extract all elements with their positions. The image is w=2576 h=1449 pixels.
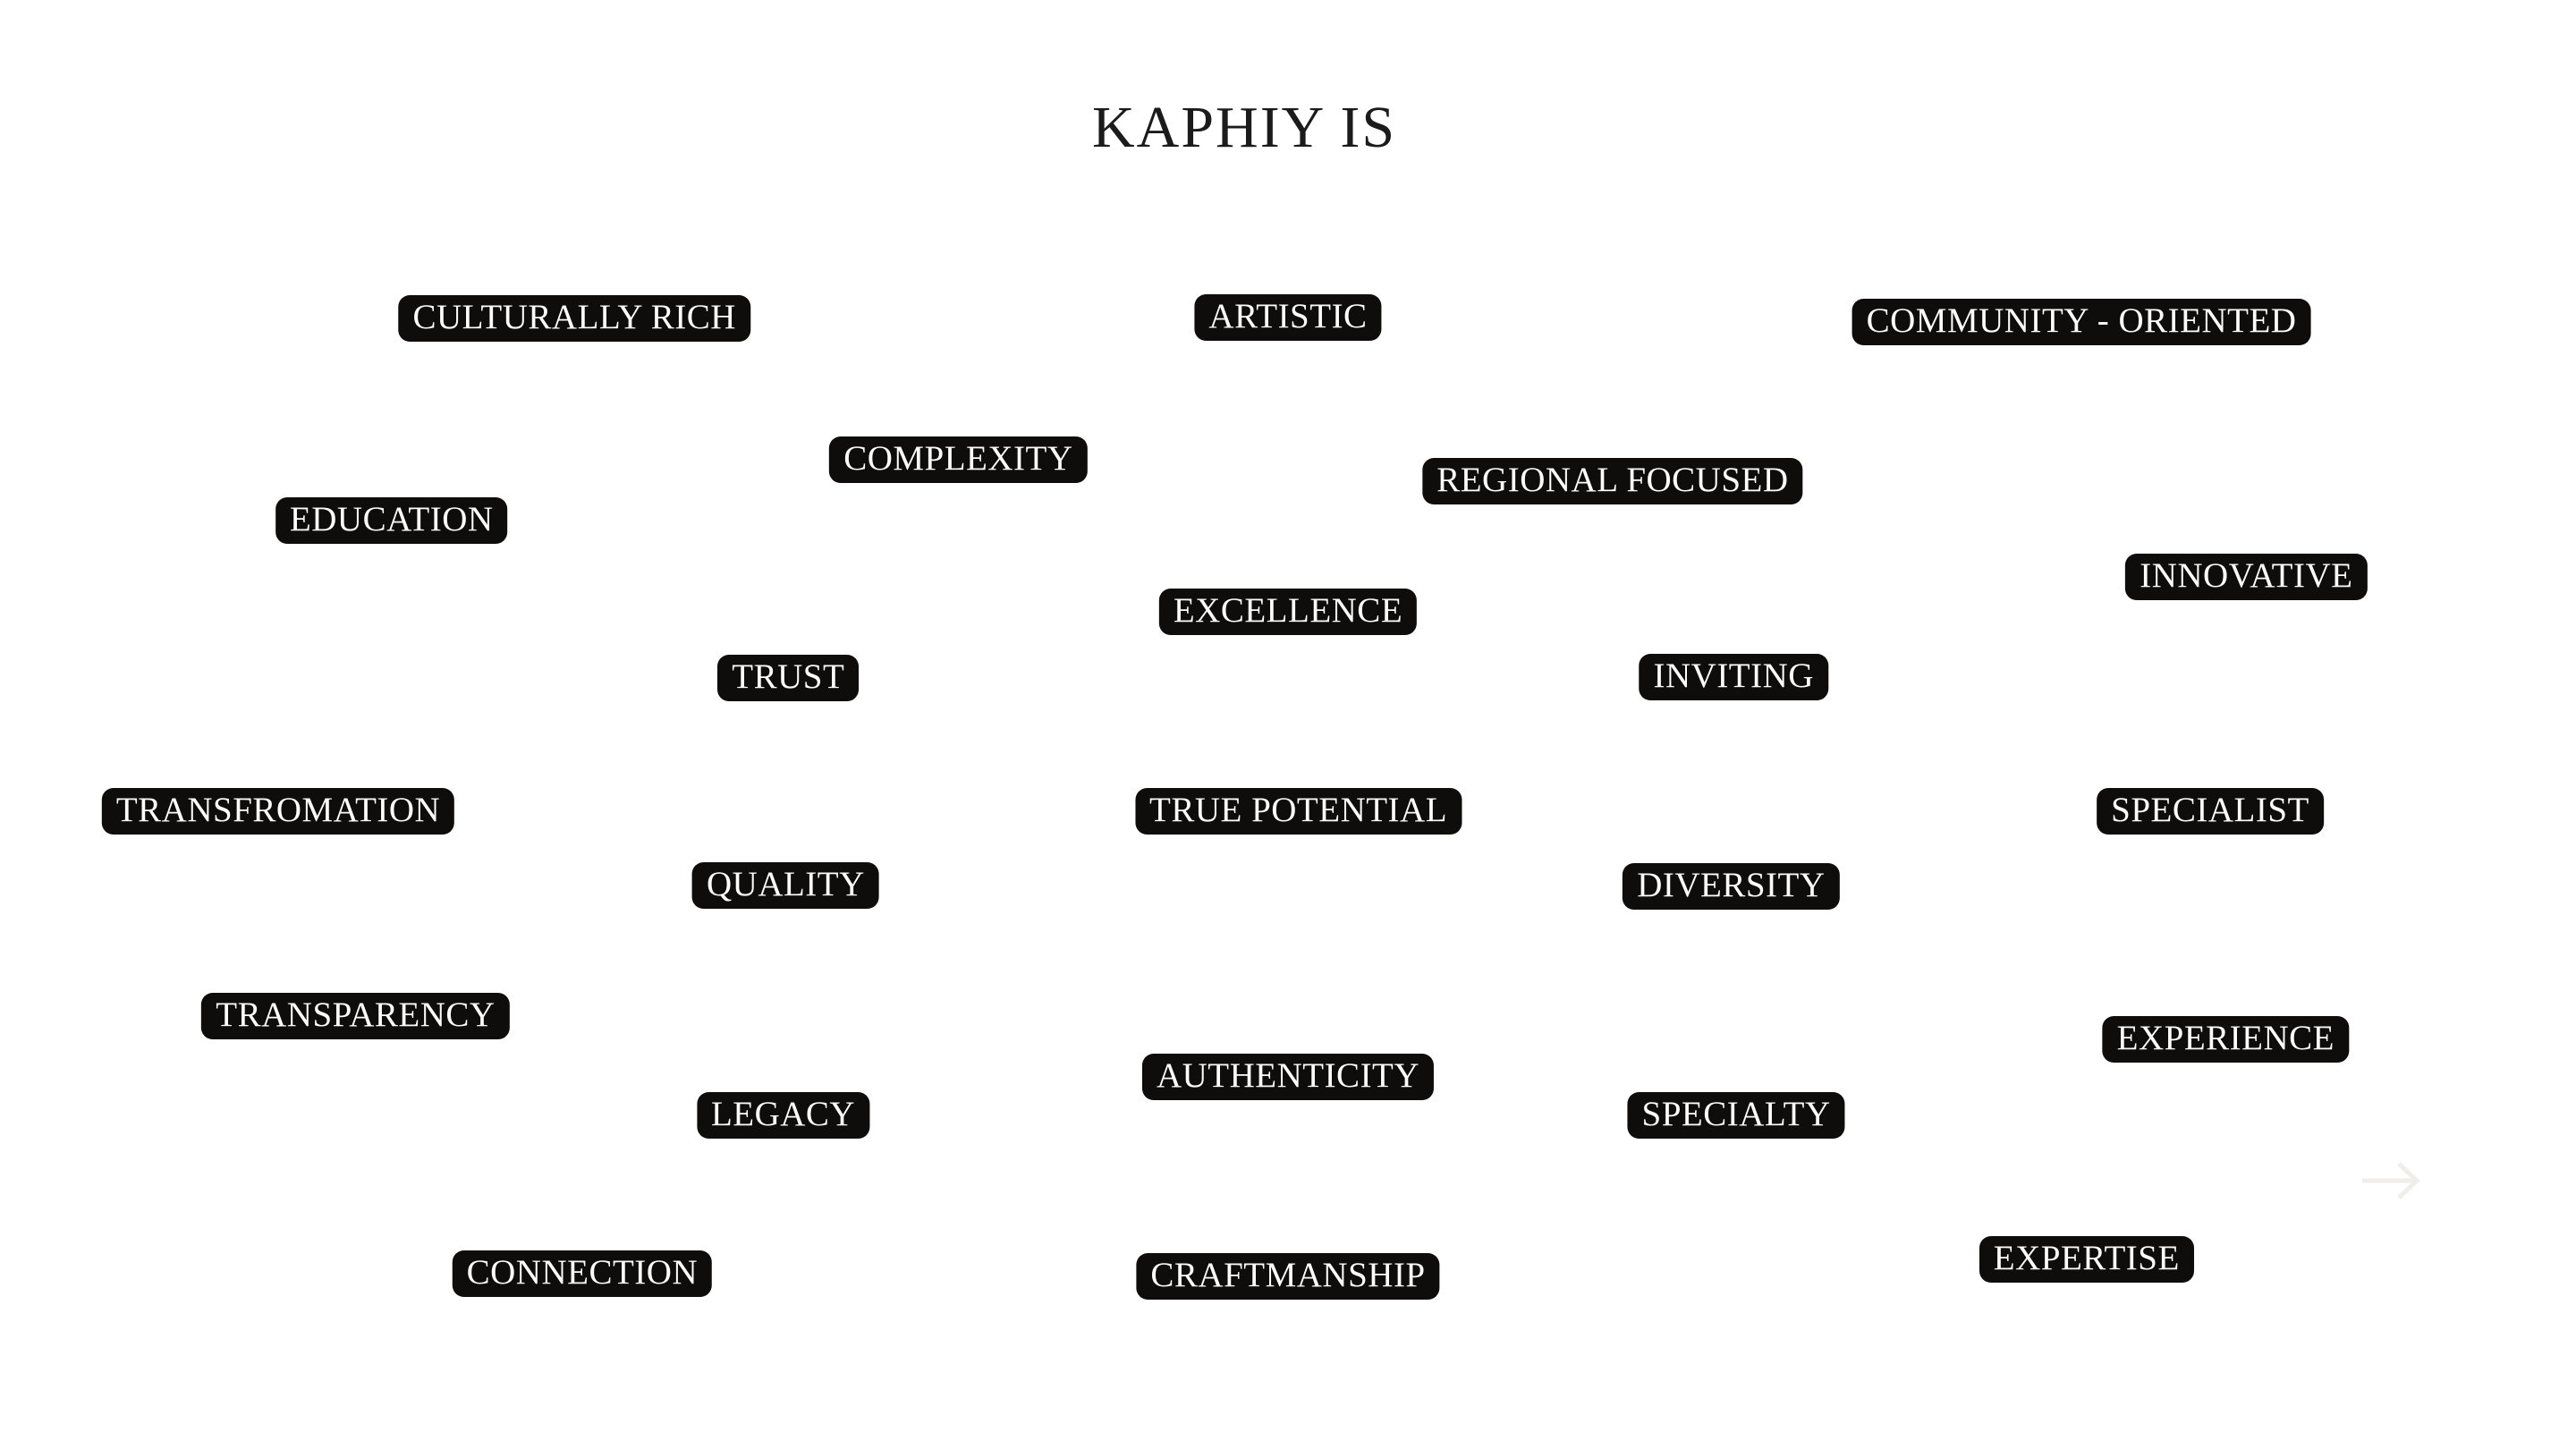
tag-innovative: INNOVATIVE [2125, 554, 2367, 600]
tag-diversity: DIVERSITY [1623, 863, 1839, 910]
tag-specialist: SPECIALIST [2097, 788, 2324, 835]
tag-legacy: LEGACY [697, 1092, 869, 1139]
next-slide-arrow-icon[interactable] [2360, 1159, 2431, 1202]
tag-expertise: EXPERTISE [1979, 1236, 2194, 1283]
page-title: KAPHIY IS [1091, 94, 1397, 160]
tag-culturally-rich: CULTURALLY RICH [398, 295, 750, 342]
tag-connection: CONNECTION [453, 1250, 712, 1297]
tag-transfromation: TRANSFROMATION [102, 788, 454, 835]
tag-artistic: ARTISTIC [1194, 294, 1381, 341]
tag-transparency: TRANSPARENCY [201, 993, 509, 1039]
tag-experience: EXPERIENCE [2103, 1016, 2349, 1063]
tag-craftmanship: CRAFTMANSHIP [1136, 1253, 1439, 1300]
tag-trust: TRUST [717, 655, 859, 701]
tag-authenticity: AUTHENTICITY [1142, 1054, 1434, 1100]
tag-specialty: SPECIALTY [1628, 1092, 1845, 1139]
tag-true-potential: TRUE POTENTIAL [1135, 788, 1462, 835]
tag-complexity: COMPLEXITY [829, 436, 1087, 483]
tag-inviting: INVITING [1640, 654, 1828, 700]
tag-regional-focused: REGIONAL FOCUSED [1422, 458, 1802, 504]
tag-excellence: EXCELLENCE [1159, 589, 1417, 635]
tag-quality: QUALITY [692, 862, 879, 909]
tag-education: EDUCATION [275, 497, 508, 544]
tag-community-oriented: COMMUNITY - ORIENTED [1852, 299, 2311, 345]
